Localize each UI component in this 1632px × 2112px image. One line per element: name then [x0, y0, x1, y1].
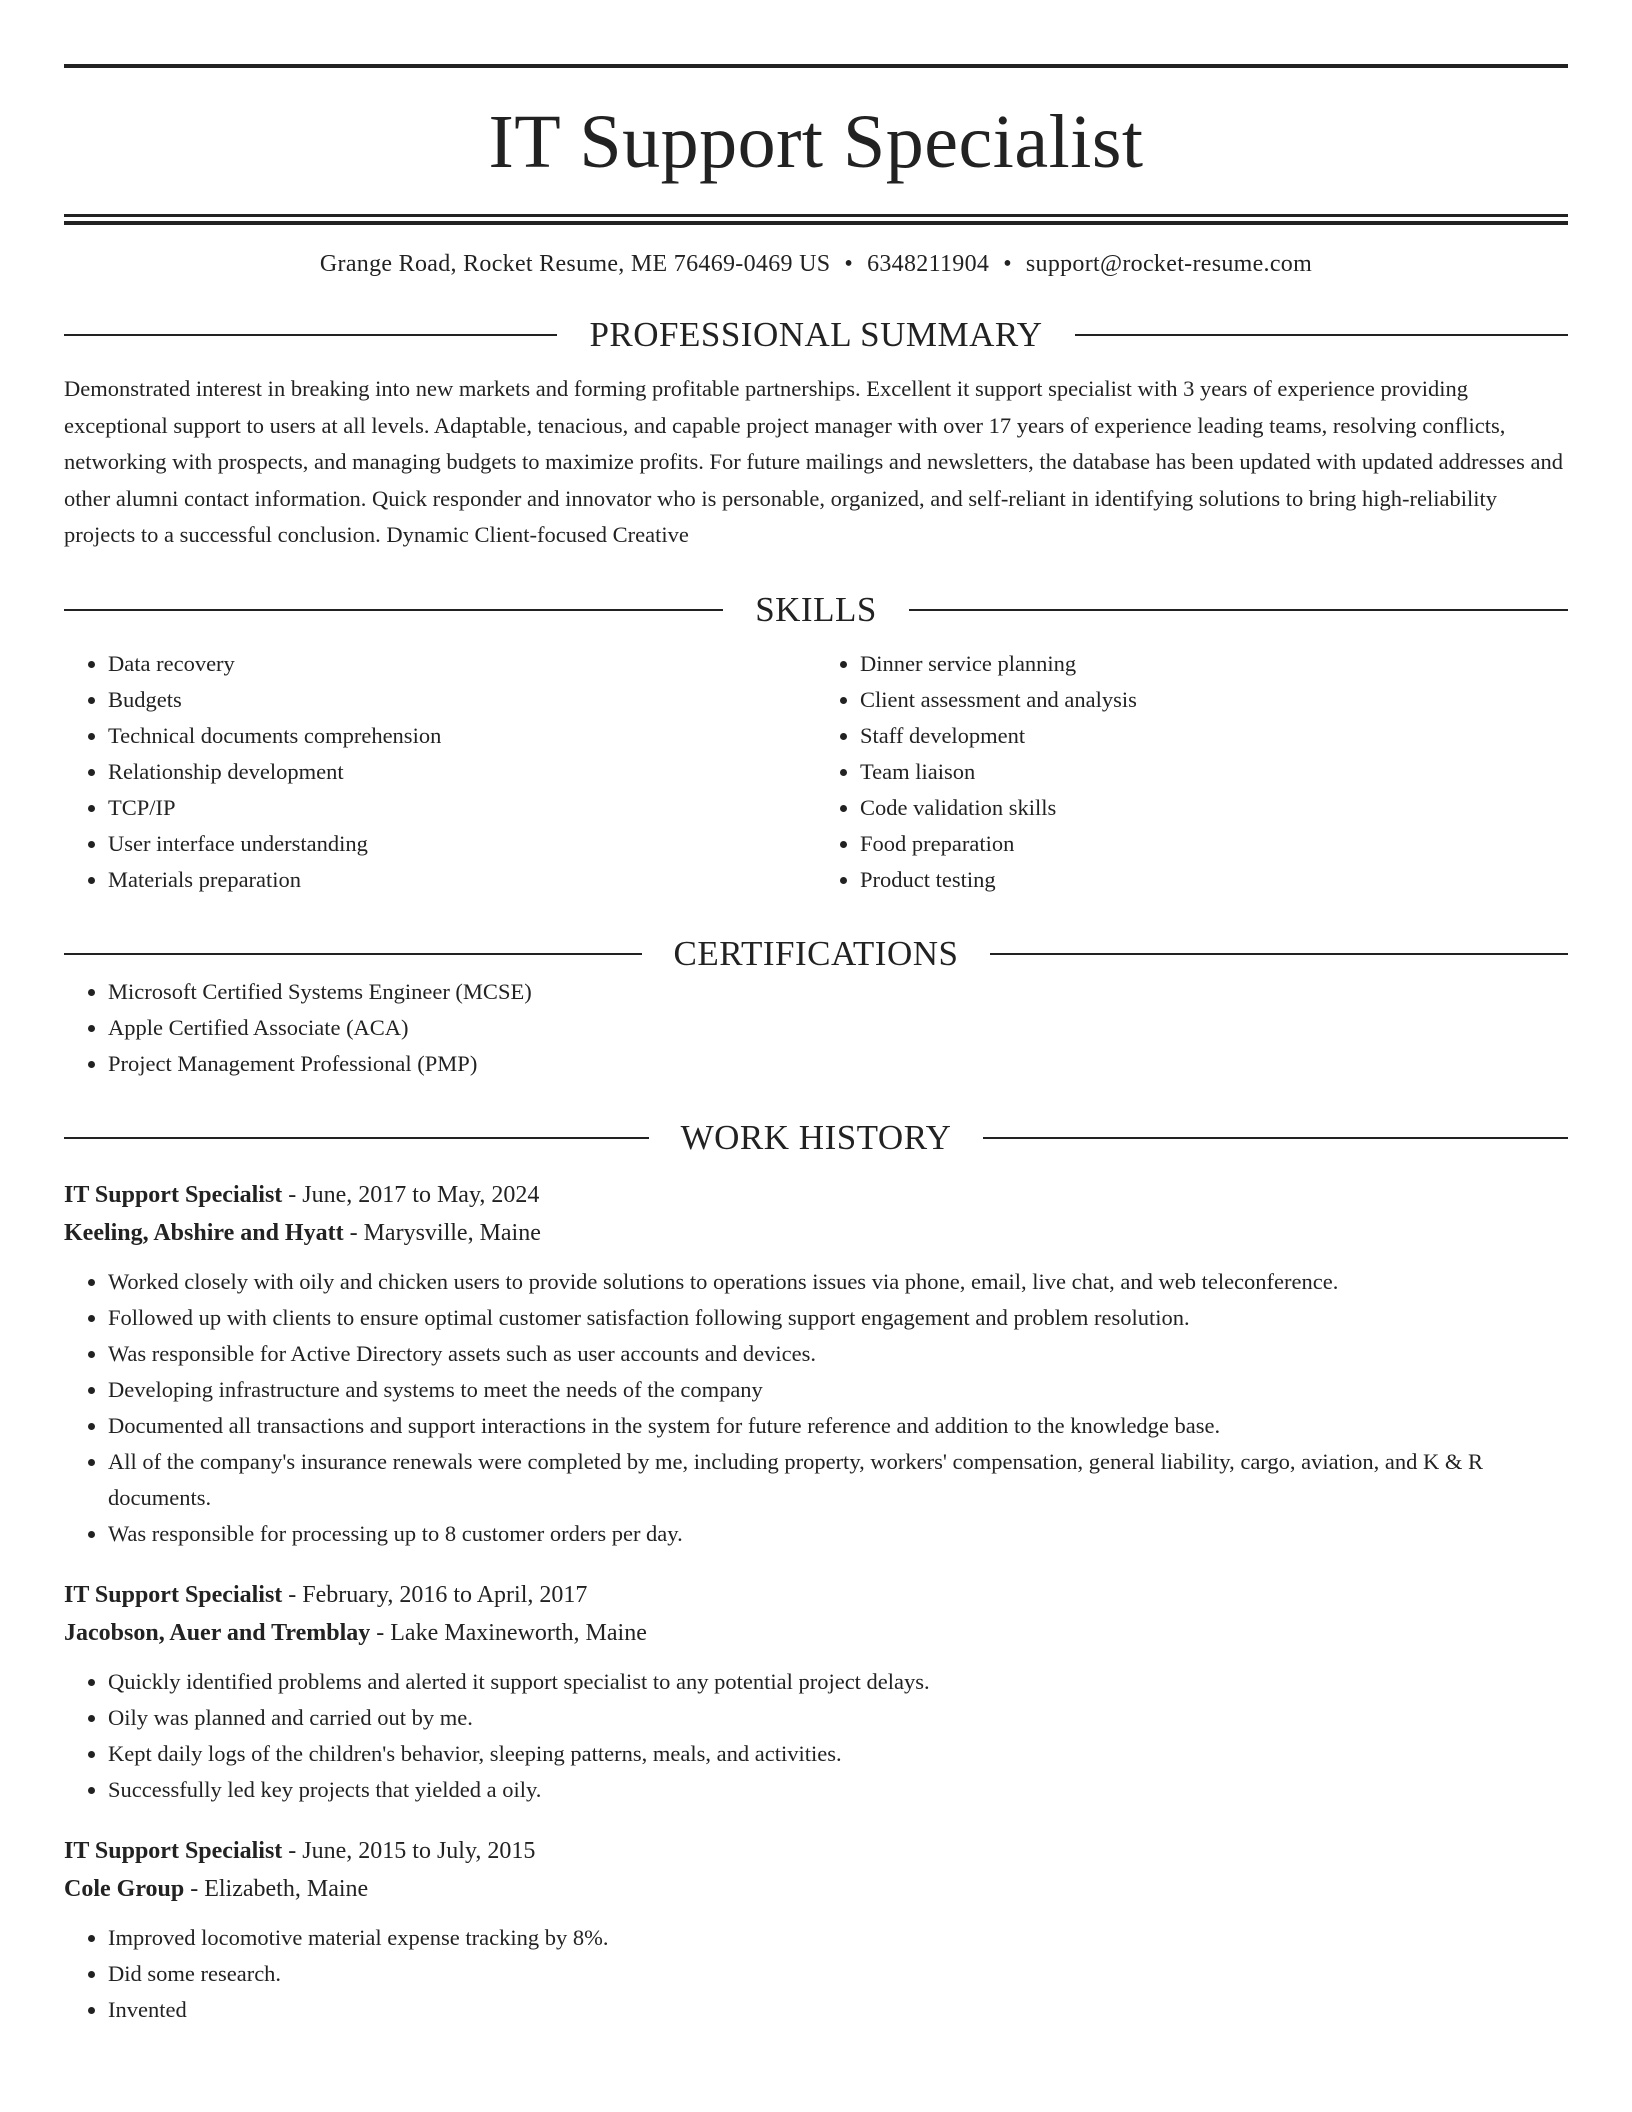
job-duty-item: • Quickly identified problems and alerted it support specialist to any potential project delays. — [108, 1664, 1568, 1700]
job-title-line — [64, 1576, 1568, 1614]
resume-title: IT Support Specialist — [488, 100, 1144, 184]
section-title: WORK HISTORY — [680, 1117, 952, 1157]
job-entry — [64, 1176, 1568, 1552]
skill-item: • Client assessment and analysis — [860, 682, 1568, 718]
job-title-line — [64, 1832, 1568, 1870]
section-title: CERTIFICATIONS — [673, 933, 959, 973]
skill-item: • Dinner service planning — [860, 646, 1568, 682]
section-heading-summary — [64, 315, 1568, 355]
heading-rule — [983, 1137, 1568, 1139]
job-duty-item: • Documented all transactions and support interactions in the system for future reference and addition to the knowledge base. — [108, 1408, 1568, 1444]
job-duty-item: • Developing infrastructure and systems to meet the needs of the company — [108, 1372, 1568, 1408]
skill-item: • Budgets — [108, 682, 816, 718]
job-entry — [64, 1576, 1568, 1808]
job-duty-item: • Successfully led key projects that yielded a oily. — [108, 1772, 1568, 1808]
job-company-line — [64, 1214, 1568, 1252]
job-duty-item: • Improved locomotive material expense tracking by 8%. — [108, 1920, 1568, 1956]
job-dates: - June, 2017 to May, 2024 — [282, 1181, 540, 1208]
heading-rule — [64, 334, 557, 336]
job-location: - Marysville, Maine — [343, 1219, 541, 1246]
skills-grid — [64, 646, 1568, 898]
contact-phone: 6348211904 — [867, 251, 990, 277]
job-title: IT Support Specialist — [64, 1181, 283, 1208]
skill-item: • Product testing — [860, 862, 1568, 898]
heading-rule — [64, 1137, 649, 1139]
job-duties-list — [64, 1920, 1568, 2028]
section-heading-skills — [64, 590, 1568, 630]
job-title: IT Support Specialist — [64, 1581, 283, 1608]
skill-item: • User interface understanding — [108, 826, 816, 862]
job-duty-item: • Kept daily logs of the children's behavior, sleeping patterns, meals, and activities. — [108, 1736, 1568, 1772]
job-company-line — [64, 1614, 1568, 1652]
skill-item: • Materials preparation — [108, 862, 816, 898]
section-title: SKILLS — [755, 589, 877, 629]
heading-rule — [1075, 334, 1568, 336]
contact-line — [64, 249, 1568, 279]
resume-content — [64, 64, 1568, 2028]
job-dates: - June, 2015 to July, 2015 — [282, 1837, 536, 1864]
job-company: Cole Group — [64, 1875, 185, 1902]
contact-address: Grange Road, Rocket Resume, ME 76469-0469 US — [319, 251, 831, 277]
skill-item: • Code validation skills — [860, 790, 1568, 826]
job-duty-item: • Was responsible for Active Directory assets such as user accounts and devices. — [108, 1336, 1568, 1372]
title-double-rule — [64, 214, 1568, 225]
job-dates: - February, 2016 to April, 2017 — [282, 1581, 588, 1608]
skill-item: • Data recovery — [108, 646, 816, 682]
certification-item: • Project Management Professional (PMP) — [108, 1046, 1568, 1082]
heading-rule — [64, 953, 642, 955]
job-duty-item: • Did some research. — [108, 1956, 1568, 1992]
job-entry — [64, 1832, 1568, 2028]
job-location: - Lake Maxineworth, Maine — [370, 1619, 647, 1646]
skills-list-left — [64, 646, 816, 898]
top-rule — [64, 64, 1568, 68]
job-title-line — [64, 1176, 1568, 1214]
job-duty-item: • Followed up with clients to ensure optimal customer satisfaction following support engagement and problem resolution. — [108, 1300, 1568, 1336]
job-company: Keeling, Abshire and Hyatt — [64, 1219, 344, 1246]
job-title: IT Support Specialist — [64, 1837, 283, 1864]
job-duty-item: • All of the company's insurance renewals were completed by me, including property, workers' compensation, general liability, cargo, aviation, and K & R documents. — [108, 1444, 1568, 1516]
contact-separator: • — [844, 251, 854, 277]
skill-item: • TCP/IP — [108, 790, 816, 826]
job-company: Jacobson, Auer and Tremblay — [64, 1619, 371, 1646]
heading-rule — [909, 609, 1568, 611]
job-duty-item: • Invented — [108, 1992, 1568, 2028]
heading-rule — [64, 609, 723, 611]
job-duty-item: • Oily was planned and carried out by me. — [108, 1700, 1568, 1736]
certification-item: • Microsoft Certified Systems Engineer (MCSE) — [108, 974, 1568, 1010]
job-company-line — [64, 1870, 1568, 1908]
job-location: - Elizabeth, Maine — [184, 1875, 369, 1902]
skill-item: • Relationship development — [108, 754, 816, 790]
skills-list-right — [816, 646, 1568, 898]
summary-text: Demonstrated interest in breaking into new markets and forming profitable partnerships. Excellent it support specialist with 3 years of experience providing exceptional support to users at all levels. Adaptable, tenacious, and capable project manager with over 17 years of experience leading teams, resolving conflicts, networking with prospects, and managing budgets to maximize profits. For future mailings and newsletters, the database has been updated with updated addresses and other alumni contact information. Quick responder and innovator who is personable, organized, and self-reliant in identifying solutions to bring high-reliability projects to a successful conclusion. Dynamic Client-focused Creative — [64, 376, 1563, 547]
certification-item: • Apple Certified Associate (ACA) — [108, 1010, 1568, 1046]
skills-column-right — [816, 646, 1568, 898]
job-duties-list — [64, 1264, 1568, 1552]
contact-separator: • — [1003, 251, 1012, 277]
skill-item: • Team liaison — [860, 754, 1568, 790]
section-heading-work-history — [64, 1118, 1568, 1158]
section-title: PROFESSIONAL SUMMARY — [589, 315, 1043, 354]
skill-item: • Staff development — [860, 718, 1568, 754]
certifications-list — [64, 974, 1568, 1082]
job-duties-list — [64, 1664, 1568, 1808]
job-duty-item: • Worked closely with oily and chicken users to provide solutions to operations issues via phone, email, live chat, and web teleconference. — [108, 1264, 1568, 1300]
section-heading-certifications — [64, 934, 1568, 974]
skills-column-left — [64, 646, 816, 898]
skill-item: • Technical documents comprehension — [108, 718, 816, 754]
contact-email: support@rocket-resume.com — [1025, 251, 1313, 277]
heading-rule — [990, 953, 1568, 955]
job-duty-item: • Was responsible for processing up to 8 customer orders per day. — [108, 1516, 1568, 1552]
skill-item: • Food preparation — [860, 826, 1568, 862]
